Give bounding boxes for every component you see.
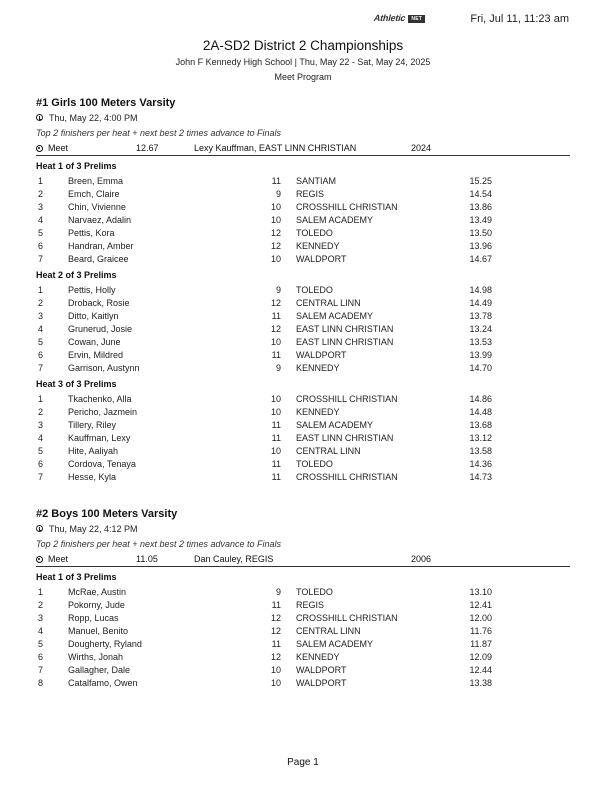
entry-row: [36, 252, 570, 265]
advance-rule: Top 2 finishers per heat + next best 2 times advance to Finals: [36, 128, 282, 138]
athlete-grade: 11: [271, 350, 281, 360]
athlete-name: Manuel, Benito: [68, 626, 129, 636]
athlete-grade: 11: [271, 600, 281, 610]
team-name: CROSSHILL CHRISTIAN: [296, 202, 398, 212]
team-name: KENNEDY: [296, 363, 340, 373]
athlete-grade: 9: [275, 189, 281, 199]
entry-row: [36, 335, 570, 348]
seed-time: 11.76: [470, 626, 492, 636]
entry-place: 1: [38, 394, 44, 404]
entry-row: [36, 676, 570, 689]
entry-row: [36, 457, 570, 470]
seed-time: 13.12: [469, 433, 492, 443]
athlete-grade: 12: [270, 613, 281, 623]
athlete-name: Narvaez, Adalin: [68, 215, 132, 225]
athlete-grade: 9: [275, 285, 281, 295]
entry-place: 2: [38, 600, 44, 610]
athlete-name: Dougherty, Ryland: [68, 639, 142, 649]
record-year: 2006: [411, 554, 432, 564]
entry-place: 2: [38, 407, 44, 417]
athlete-name: Tkachenko, Alla: [68, 394, 132, 404]
entry-place: 6: [38, 350, 44, 360]
entry-place: 3: [38, 613, 44, 623]
seed-time: 14.73: [469, 472, 492, 482]
athlete-name: Kauffman, Lexy: [68, 433, 131, 443]
entry-row: [36, 239, 570, 252]
entry-row: [36, 296, 570, 309]
event-time-text: Thu, May 22, 4:00 PM: [49, 112, 138, 123]
entry-place: 1: [38, 587, 44, 597]
brand-name: Athletic: [372, 13, 407, 23]
seed-time: 13.50: [469, 228, 492, 238]
record-label-text: Meet: [48, 554, 69, 564]
athlete-grade: 11: [271, 176, 281, 186]
team-name: REGIS: [296, 600, 325, 610]
entry-row: [36, 187, 570, 200]
team-name: EAST LINN CHRISTIAN: [296, 337, 394, 347]
entry-place: 7: [38, 665, 44, 675]
entry-row: [36, 361, 570, 374]
athlete-name: Pettis, Kora: [68, 228, 115, 238]
team-name: EAST LINN CHRISTIAN: [296, 433, 394, 443]
entry-place: 5: [38, 228, 44, 238]
event-time-text: Thu, May 22, 4:12 PM: [49, 523, 138, 534]
seed-time: 13.78: [469, 311, 492, 321]
team-name: CROSSHILL CHRISTIAN: [296, 394, 398, 404]
athlete-grade: 10: [270, 665, 281, 675]
athlete-grade: 12: [270, 241, 281, 251]
seed-time: 14.49: [469, 298, 492, 308]
athlete-grade: 10: [270, 337, 281, 347]
entry-place: 7: [38, 363, 44, 373]
entry-place: 3: [38, 202, 44, 212]
heat-title: Heat 1 of 3 Prelims: [36, 572, 117, 582]
team-name: REGIS: [296, 189, 325, 199]
entry-place: 4: [38, 626, 44, 636]
athlete-grade: 11: [271, 311, 281, 321]
entry-place: 2: [38, 298, 44, 308]
seed-time: 12.41: [469, 600, 492, 610]
event-1: [36, 97, 570, 483]
clock-icon: [36, 114, 43, 121]
seed-time: 14.70: [469, 363, 492, 373]
athlete-grade: 12: [270, 626, 281, 636]
heats-container: [36, 156, 570, 483]
athlete-grade: 10: [270, 254, 281, 264]
athlete-name: Cordova, Tenaya: [68, 459, 136, 469]
seed-time: 12.09: [469, 652, 492, 662]
seed-time: 12.00: [469, 613, 492, 623]
team-name: TOLEDO: [296, 459, 333, 469]
clock-icon: [36, 525, 43, 532]
athlete-grade: 9: [275, 587, 281, 597]
team-name: TOLEDO: [296, 587, 333, 597]
entry-place: 3: [38, 420, 44, 430]
athlete-name: Garrison, Austynn: [68, 363, 140, 373]
seed-time: 13.49: [469, 215, 492, 225]
athlete-grade: 12: [270, 228, 281, 238]
record-label: [36, 554, 68, 564]
event-time: [36, 111, 570, 124]
athlete-name: Droback, Rosie: [68, 298, 130, 308]
meet-header: [0, 38, 606, 82]
entry-place: 2: [38, 189, 44, 199]
seed-time: 11.87: [470, 639, 492, 649]
entry-row: [36, 431, 570, 444]
athlete-name: Beard, Graicee: [68, 254, 129, 264]
seed-time: 14.48: [469, 407, 492, 417]
athlete-name: Ropp, Lucas: [68, 613, 119, 623]
entry-place: 7: [38, 254, 44, 264]
seed-time: 13.24: [469, 324, 492, 334]
athlete-grade: 12: [270, 652, 281, 662]
entry-row: [36, 418, 570, 431]
entry-row: [36, 663, 570, 676]
team-name: TOLEDO: [296, 285, 333, 295]
team-name: WALDPORT: [296, 665, 347, 675]
seed-time: 14.86: [469, 394, 492, 404]
event-time: [36, 522, 570, 535]
athlete-name: Catalfamo, Owen: [68, 678, 138, 688]
seed-time: 13.86: [469, 202, 492, 212]
entry-row: [36, 611, 570, 624]
team-name: KENNEDY: [296, 241, 340, 251]
team-name: WALDPORT: [296, 678, 347, 688]
athlete-name: Hesse, Kyla: [68, 472, 117, 482]
athlete-grade: 10: [270, 215, 281, 225]
seed-time: 12.44: [469, 665, 492, 675]
seed-time: 14.98: [469, 285, 492, 295]
team-name: CROSSHILL CHRISTIAN: [296, 613, 398, 623]
event-title: #2 Boys 100 Meters Varsity: [36, 508, 178, 520]
seed-time: 13.38: [469, 678, 492, 688]
athlete-name: Tillery, Riley: [68, 420, 117, 430]
entry-place: 6: [38, 652, 44, 662]
seed-time: 13.53: [469, 337, 492, 347]
meet-subtitle: John F Kennedy High School | Thu, May 22 - Sat, May 24, 2025: [175, 57, 431, 67]
record-holder: Lexy Kauffman, EAST LINN CHRISTIAN: [194, 143, 357, 153]
entry-row: [36, 348, 570, 361]
record-icon: [36, 145, 43, 152]
record-icon: [36, 556, 43, 563]
entry-place: 1: [38, 285, 44, 295]
team-name: KENNEDY: [296, 652, 340, 662]
record-holder: Dan Cauley, REGIS: [194, 554, 274, 564]
athlete-name: Handran, Amber: [68, 241, 134, 251]
athleticnet-logo: [374, 13, 425, 23]
team-name: EAST LINN CHRISTIAN: [296, 324, 394, 334]
page-number: Page 1: [287, 757, 319, 768]
meet-record: [36, 552, 570, 567]
seed-time: 14.54: [469, 189, 492, 199]
entry-place: 6: [38, 459, 44, 469]
athlete-name: Breen, Emma: [68, 176, 124, 186]
athlete-grade: 10: [270, 394, 281, 404]
athlete-name: Pokorny, Jude: [68, 600, 125, 610]
entry-place: 1: [38, 176, 44, 186]
heat-title: Heat 3 of 3 Prelims: [36, 379, 117, 389]
entry-row: [36, 283, 570, 296]
print-datetime: Fri, Jul 11, 11:23 am: [470, 13, 569, 25]
seed-time: 14.67: [469, 254, 492, 264]
entry-row: [36, 444, 570, 457]
advance-rule: Top 2 finishers per heat + next best 2 times advance to Finals: [36, 539, 282, 549]
team-name: CENTRAL LINN: [296, 626, 361, 636]
athlete-name: McRae, Austin: [68, 587, 127, 597]
athlete-name: Pettis, Holly: [68, 285, 116, 295]
entry-place: 7: [38, 472, 44, 482]
entry-row: [36, 598, 570, 611]
athlete-grade: 11: [271, 472, 281, 482]
entry-row: [36, 174, 570, 187]
team-name: SALEM ACADEMY: [296, 639, 374, 649]
athlete-grade: 11: [271, 639, 281, 649]
entry-row: [36, 392, 570, 405]
team-name: SALEM ACADEMY: [296, 215, 374, 225]
athlete-grade: 12: [270, 324, 281, 334]
record-label-text: Meet: [48, 143, 69, 153]
seed-time: 13.99: [469, 350, 492, 360]
entry-row: [36, 322, 570, 335]
entry-row: [36, 585, 570, 598]
entry-row: [36, 226, 570, 239]
entry-place: 4: [38, 215, 44, 225]
athlete-name: Chin, Vivienne: [68, 202, 126, 212]
team-name: WALDPORT: [296, 254, 347, 264]
team-name: SALEM ACADEMY: [296, 420, 374, 430]
entry-row: [36, 650, 570, 663]
team-name: SALEM ACADEMY: [296, 311, 374, 321]
seed-time: 14.36: [469, 459, 492, 469]
athlete-name: Ditto, Kaitlyn: [68, 311, 119, 321]
team-name: CROSSHILL CHRISTIAN: [296, 472, 398, 482]
athlete-grade: 9: [275, 363, 281, 373]
athlete-name: Emch, Claire: [68, 189, 120, 199]
entry-place: 5: [38, 337, 44, 347]
heat-title: Heat 2 of 3 Prelims: [36, 270, 117, 280]
entry-place: 3: [38, 311, 44, 321]
entry-place: 5: [38, 446, 44, 456]
athlete-grade: 10: [270, 446, 281, 456]
entry-row: [36, 405, 570, 418]
team-name: SANTIAM: [296, 176, 337, 186]
seed-time: 13.58: [469, 446, 492, 456]
team-name: WALDPORT: [296, 350, 347, 360]
athlete-name: Grunerud, Josie: [68, 324, 133, 334]
brand-tag: NET: [408, 15, 425, 23]
team-name: KENNEDY: [296, 407, 340, 417]
athlete-grade: 11: [271, 459, 281, 469]
entry-row: [36, 637, 570, 650]
athlete-name: Wirths, Jonah: [68, 652, 124, 662]
athlete-grade: 10: [270, 678, 281, 688]
entry-place: 4: [38, 433, 44, 443]
heat-title: Heat 1 of 3 Prelims: [36, 161, 117, 171]
athlete-grade: 10: [270, 407, 281, 417]
event-title: #1 Girls 100 Meters Varsity: [36, 97, 176, 109]
record-year: 2024: [411, 143, 432, 153]
athlete-grade: 12: [270, 298, 281, 308]
seed-time: 13.96: [469, 241, 492, 251]
athlete-grade: 11: [271, 433, 281, 443]
record-mark: 12.67: [136, 143, 159, 153]
athlete-name: Gallagher, Dale: [68, 665, 131, 675]
athlete-name: Ervin, Mildred: [68, 350, 124, 360]
record-mark: 11.05: [136, 554, 158, 564]
entry-row: [36, 200, 570, 213]
event-2: [36, 508, 570, 689]
athlete-name: Cowan, June: [68, 337, 121, 347]
entry-place: 4: [38, 324, 44, 334]
meet-title: 2A-SD2 District 2 Championships: [202, 38, 404, 53]
team-name: TOLEDO: [296, 228, 333, 238]
athlete-name: Hite, Aaliyah: [68, 446, 119, 456]
athlete-name: Pericho, Jazmein: [68, 407, 138, 417]
meet-record: [36, 141, 570, 156]
entry-place: 8: [38, 678, 44, 688]
top-bar: [0, 12, 606, 28]
entry-place: 6: [38, 241, 44, 251]
entry-row: [36, 624, 570, 637]
seed-time: 13.68: [469, 420, 492, 430]
entry-place: 5: [38, 639, 44, 649]
team-name: CENTRAL LINN: [296, 298, 361, 308]
heats-container: [36, 567, 570, 689]
entry-row: [36, 470, 570, 483]
record-label: [36, 143, 68, 153]
entry-row: [36, 309, 570, 322]
entry-row: [36, 213, 570, 226]
program-label: Meet Program: [274, 72, 332, 82]
athlete-grade: 10: [270, 202, 281, 212]
team-name: CENTRAL LINN: [296, 446, 361, 456]
seed-time: 15.25: [469, 176, 492, 186]
athlete-grade: 11: [271, 420, 281, 430]
seed-time: 13.10: [469, 587, 492, 597]
